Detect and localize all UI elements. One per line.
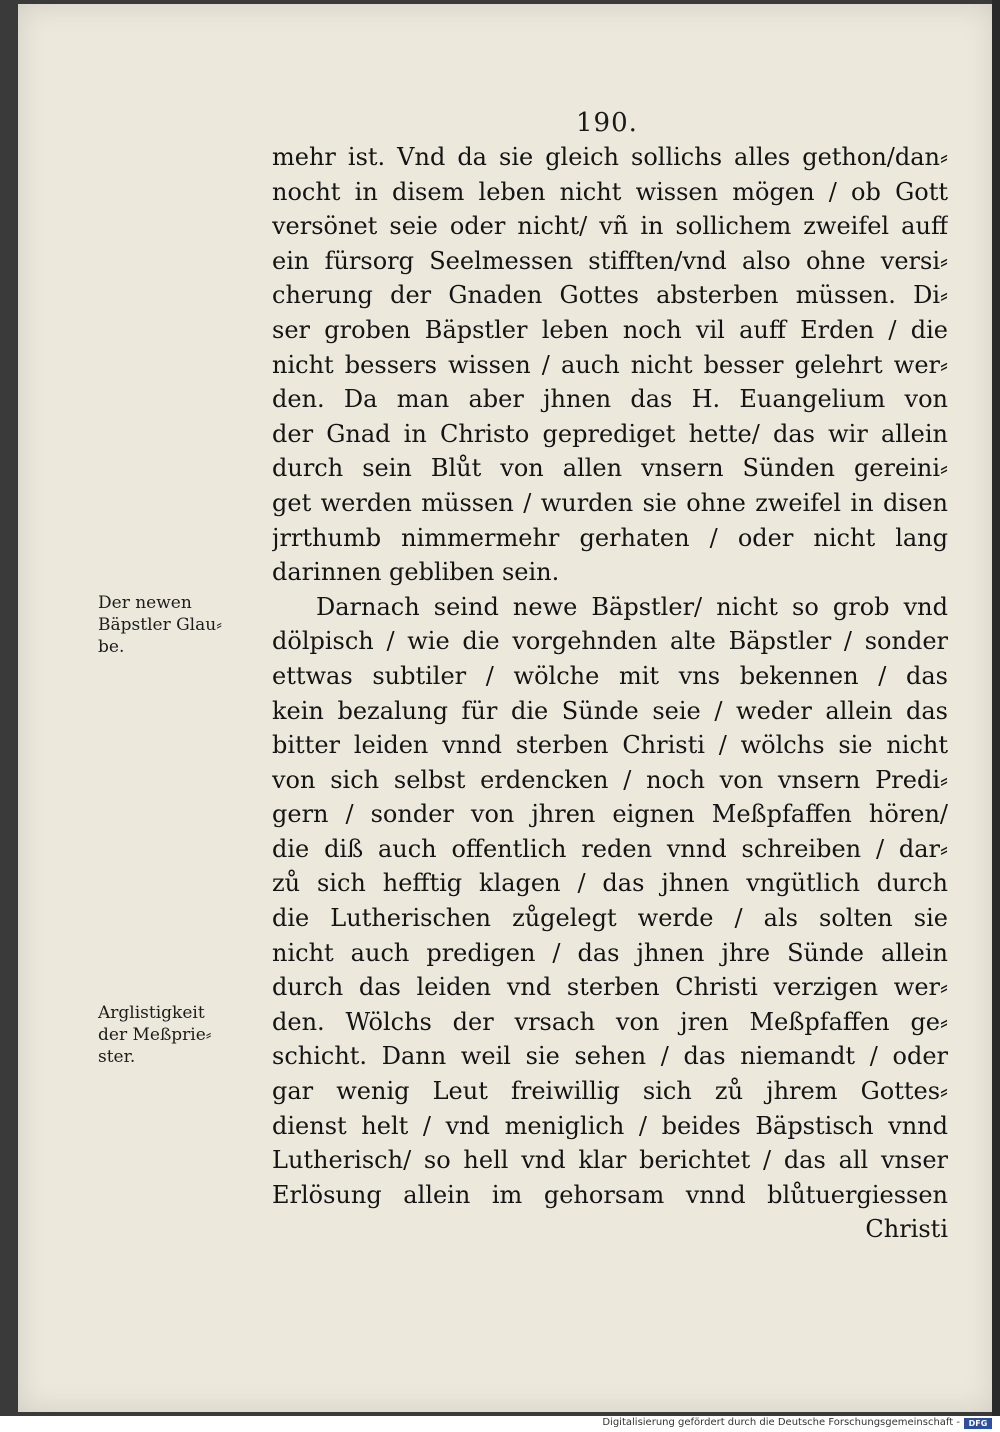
text-line: Erlösung allein im gehorsam vnnd blůtuergiessen [272, 1180, 948, 1209]
margin-note-line: der Meßprie⸗ [98, 1025, 212, 1045]
text-line: die diß auch offentlich reden vnnd schreiben / dar⸗ [272, 834, 948, 863]
text-line: der Gnad in Christo geprediget hette/ das wir allein [272, 419, 948, 448]
margin-note-arglistigkeit [98, 1002, 266, 1068]
text-line: gar wenig Leut freiwillig sich zů jhrem Gottes⸗ [272, 1077, 948, 1106]
text-line: versönet seie oder nicht/ vñ in sollichem zweifel auff [272, 212, 948, 241]
text-line: darinnen gebliben sein. [272, 558, 560, 587]
text-line: ettwas subtiler / wölche mit vns bekennen / das [272, 661, 948, 690]
text-line: den. Da man aber jhnen das H. Euangelium von [272, 385, 948, 414]
funding-notice: Digitalisierung gefördert durch die Deutsche Forschungsgemeinschaft - [602, 1417, 960, 1428]
body-text [272, 140, 948, 1247]
footer-bar [0, 1416, 1000, 1432]
text-line: ein fürsorg Seelmessen stifften/vnd also ohne versi⸗ [272, 246, 948, 275]
text-line: gern / sonder von jhren eignen Meßpfaffen hören/ [272, 800, 948, 829]
margin-note-line: be. [98, 637, 125, 657]
text-line: mehr ist. Vnd da sie gleich sollichs alles gethon/dan⸗ [272, 143, 948, 171]
text-line: kein bezalung für die Sünde seie / weder allein das [272, 696, 948, 725]
text-line: den. Wölchs der vrsach von jren Meßpfaffen ge⸗ [272, 1007, 948, 1036]
margin-note-line: Arglistigkeit [98, 1003, 205, 1023]
text-line: nocht in disem leben nicht wissen mögen / ob Gott [272, 177, 948, 206]
margin-note-neue-baepstler [98, 592, 266, 658]
page-number: 190. [576, 108, 638, 138]
margin-note-line: ster. [98, 1047, 136, 1067]
text-line: zů sich hefftig klagen / das jhnen vngütlich durch [272, 869, 948, 898]
text-line: die Lutherischen zůgelegt werde / als solten sie [272, 904, 948, 933]
text-line: ser groben Bäpstler leben noch vil auff Erden / die [272, 315, 948, 344]
text-line: dienst helt / vnd meniglich / beides Bäpstisch vnnd [272, 1111, 948, 1140]
text-line: nicht auch predigen / das jhnen jhre Sünde allein [272, 938, 948, 967]
text-line: dölpisch / wie die vorgehnden alte Bäpstler / sonder [272, 627, 948, 656]
text-line: durch sein Blůt von allen vnsern Sünden gereini⸗ [272, 454, 948, 483]
text-line: durch das leiden vnd sterben Christi verzigen wer⸗ [272, 973, 948, 1002]
text-line: cherung der Gnaden Gottes absterben müssen. Di⸗ [272, 281, 948, 310]
text-line: get werden müssen / wurden sie ohne zweifel in disen [272, 488, 948, 517]
text-line: Lutherisch/ so hell vnd klar berichtet / das all vnser [272, 1146, 948, 1175]
catchword: Christi [865, 1215, 948, 1244]
text-line: jrrthumb nimmermehr gerhaten / oder nicht lang [272, 523, 948, 552]
text-line: schicht. Dann weil sie sehen / das niemandt / oder [272, 1042, 948, 1071]
margin-note-line: Bäpstler Glau⸗ [98, 615, 222, 635]
dfg-logo: DFG [964, 1418, 992, 1429]
text-line: Darnach seind newe Bäpstler/ nicht so grob vnd [316, 592, 948, 621]
text-line: nicht bessers wissen / auch nicht besser gelehrt wer⸗ [272, 350, 948, 379]
text-line: bitter leiden vnnd sterben Christi / wölchs sie nicht [272, 731, 948, 760]
margin-note-line: Der newen [98, 593, 192, 613]
book-edge [992, 0, 1000, 1416]
text-line: von sich selbst erdencken / noch von vnsern Predi⸗ [272, 765, 948, 794]
